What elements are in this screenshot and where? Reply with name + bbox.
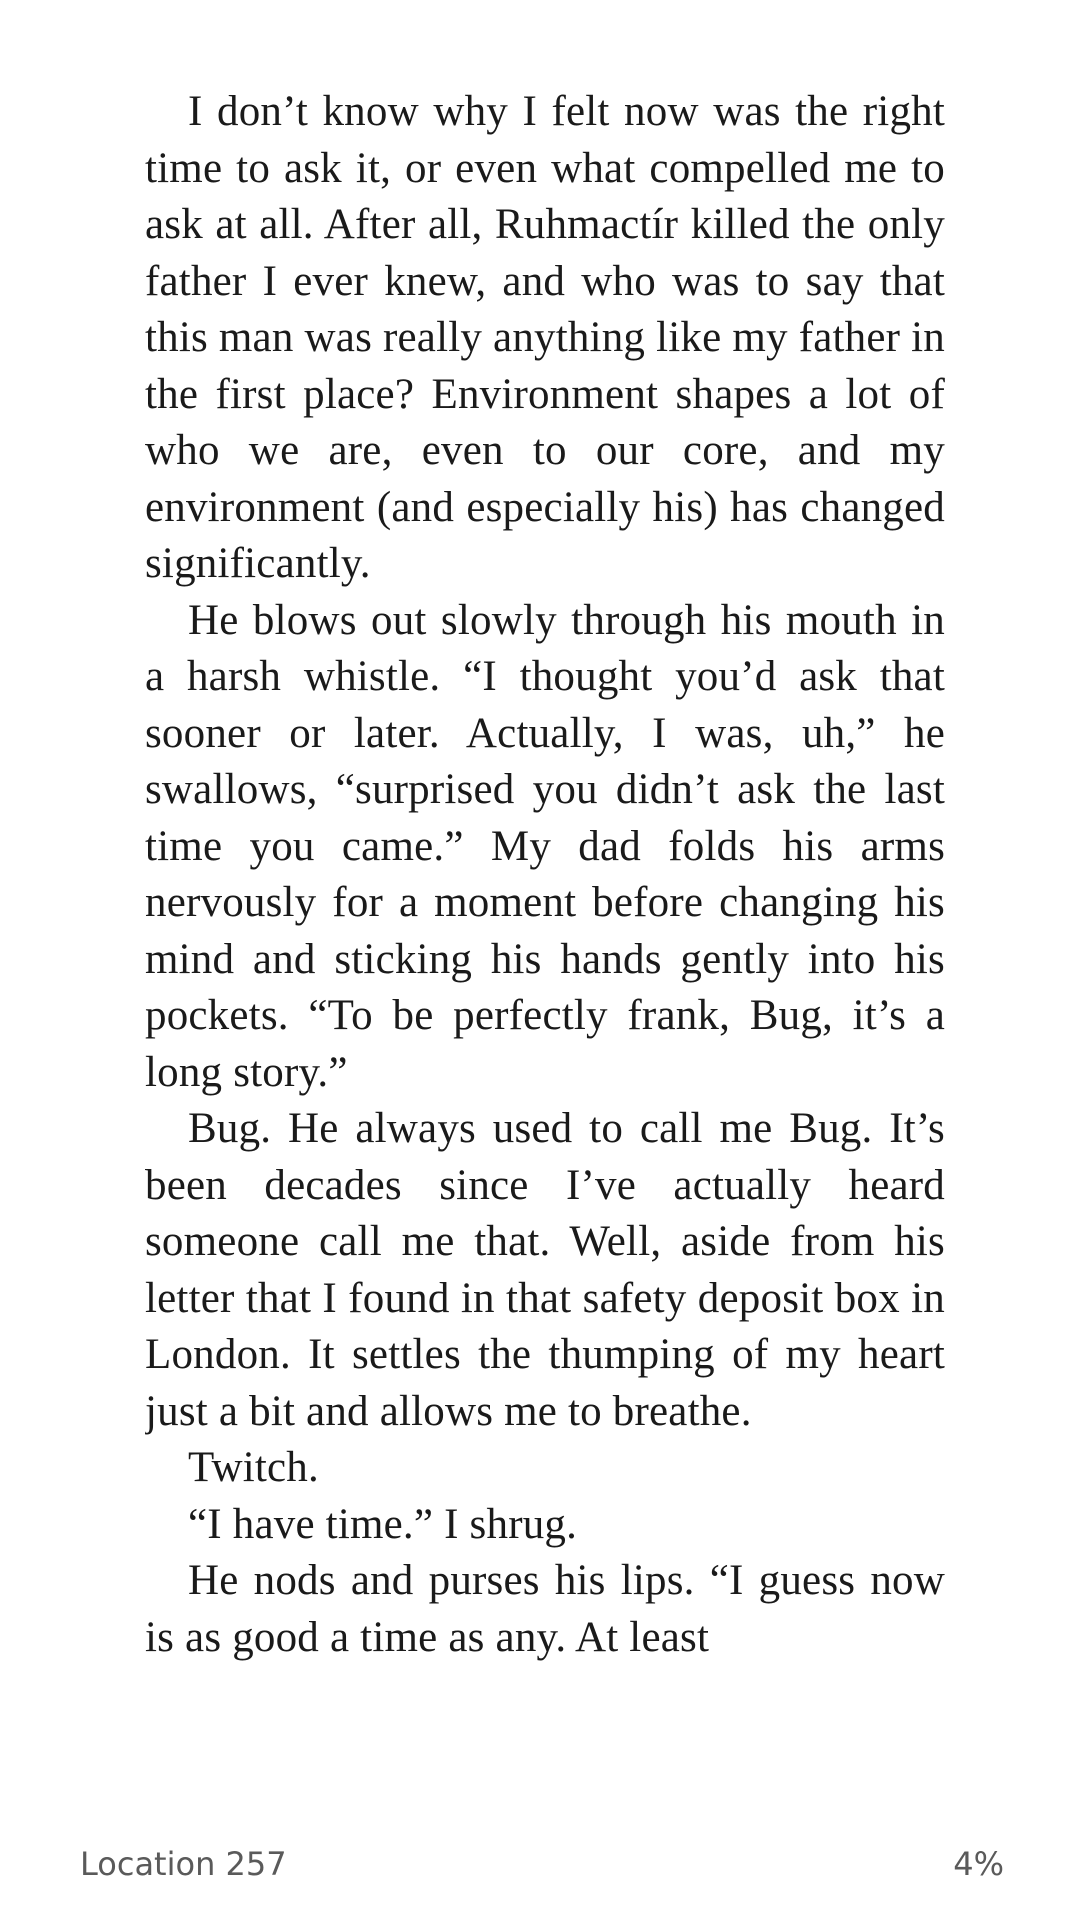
- paragraph: He nods and purses his lips. “I guess now is as good a time as any. At least: [145, 1557, 945, 1661]
- paragraph: He blows out slowly through his mouth in a harsh whistle. “I thought you’d ask that sooner or later. Actually, I was, uh,” he swallows, “surprised you didn’t ask the last time you came.” My dad folds his arms nervously for a moment before changing his mind and sticking his hands gently into his pockets. “To be perfectly frank, Bug, it’s a long story.”: [145, 596, 945, 1096]
- paragraph: “I have time.” I shrug.: [188, 1500, 578, 1548]
- location-indicator[interactable]: Location 257: [80, 1845, 287, 1883]
- percent-read-indicator: 4%: [953, 1845, 1004, 1883]
- reading-progress-footer: [0, 1845, 1080, 1895]
- paragraph: Bug. He always used to call me Bug. It’s been decades since I’ve actually heard someone call me that. Well, aside from his letter that I found in that safety deposit box in London. It settles the thumping of my heart just a bit and allows me to breathe.: [145, 1105, 945, 1435]
- book-text[interactable]: [145, 84, 945, 1826]
- paragraph: Twitch.: [188, 1444, 319, 1491]
- paragraph: I don’t know why I felt now was the right time to ask it, or even what compelled me to ask at all. After all, Ruhmactír killed the only father I ever knew, and who was to say that this man was really anything like my father in the first place? Environment shapes a lot of who we are, even to our core, and my environment (and especially his) has changed significantly.: [145, 88, 945, 587]
